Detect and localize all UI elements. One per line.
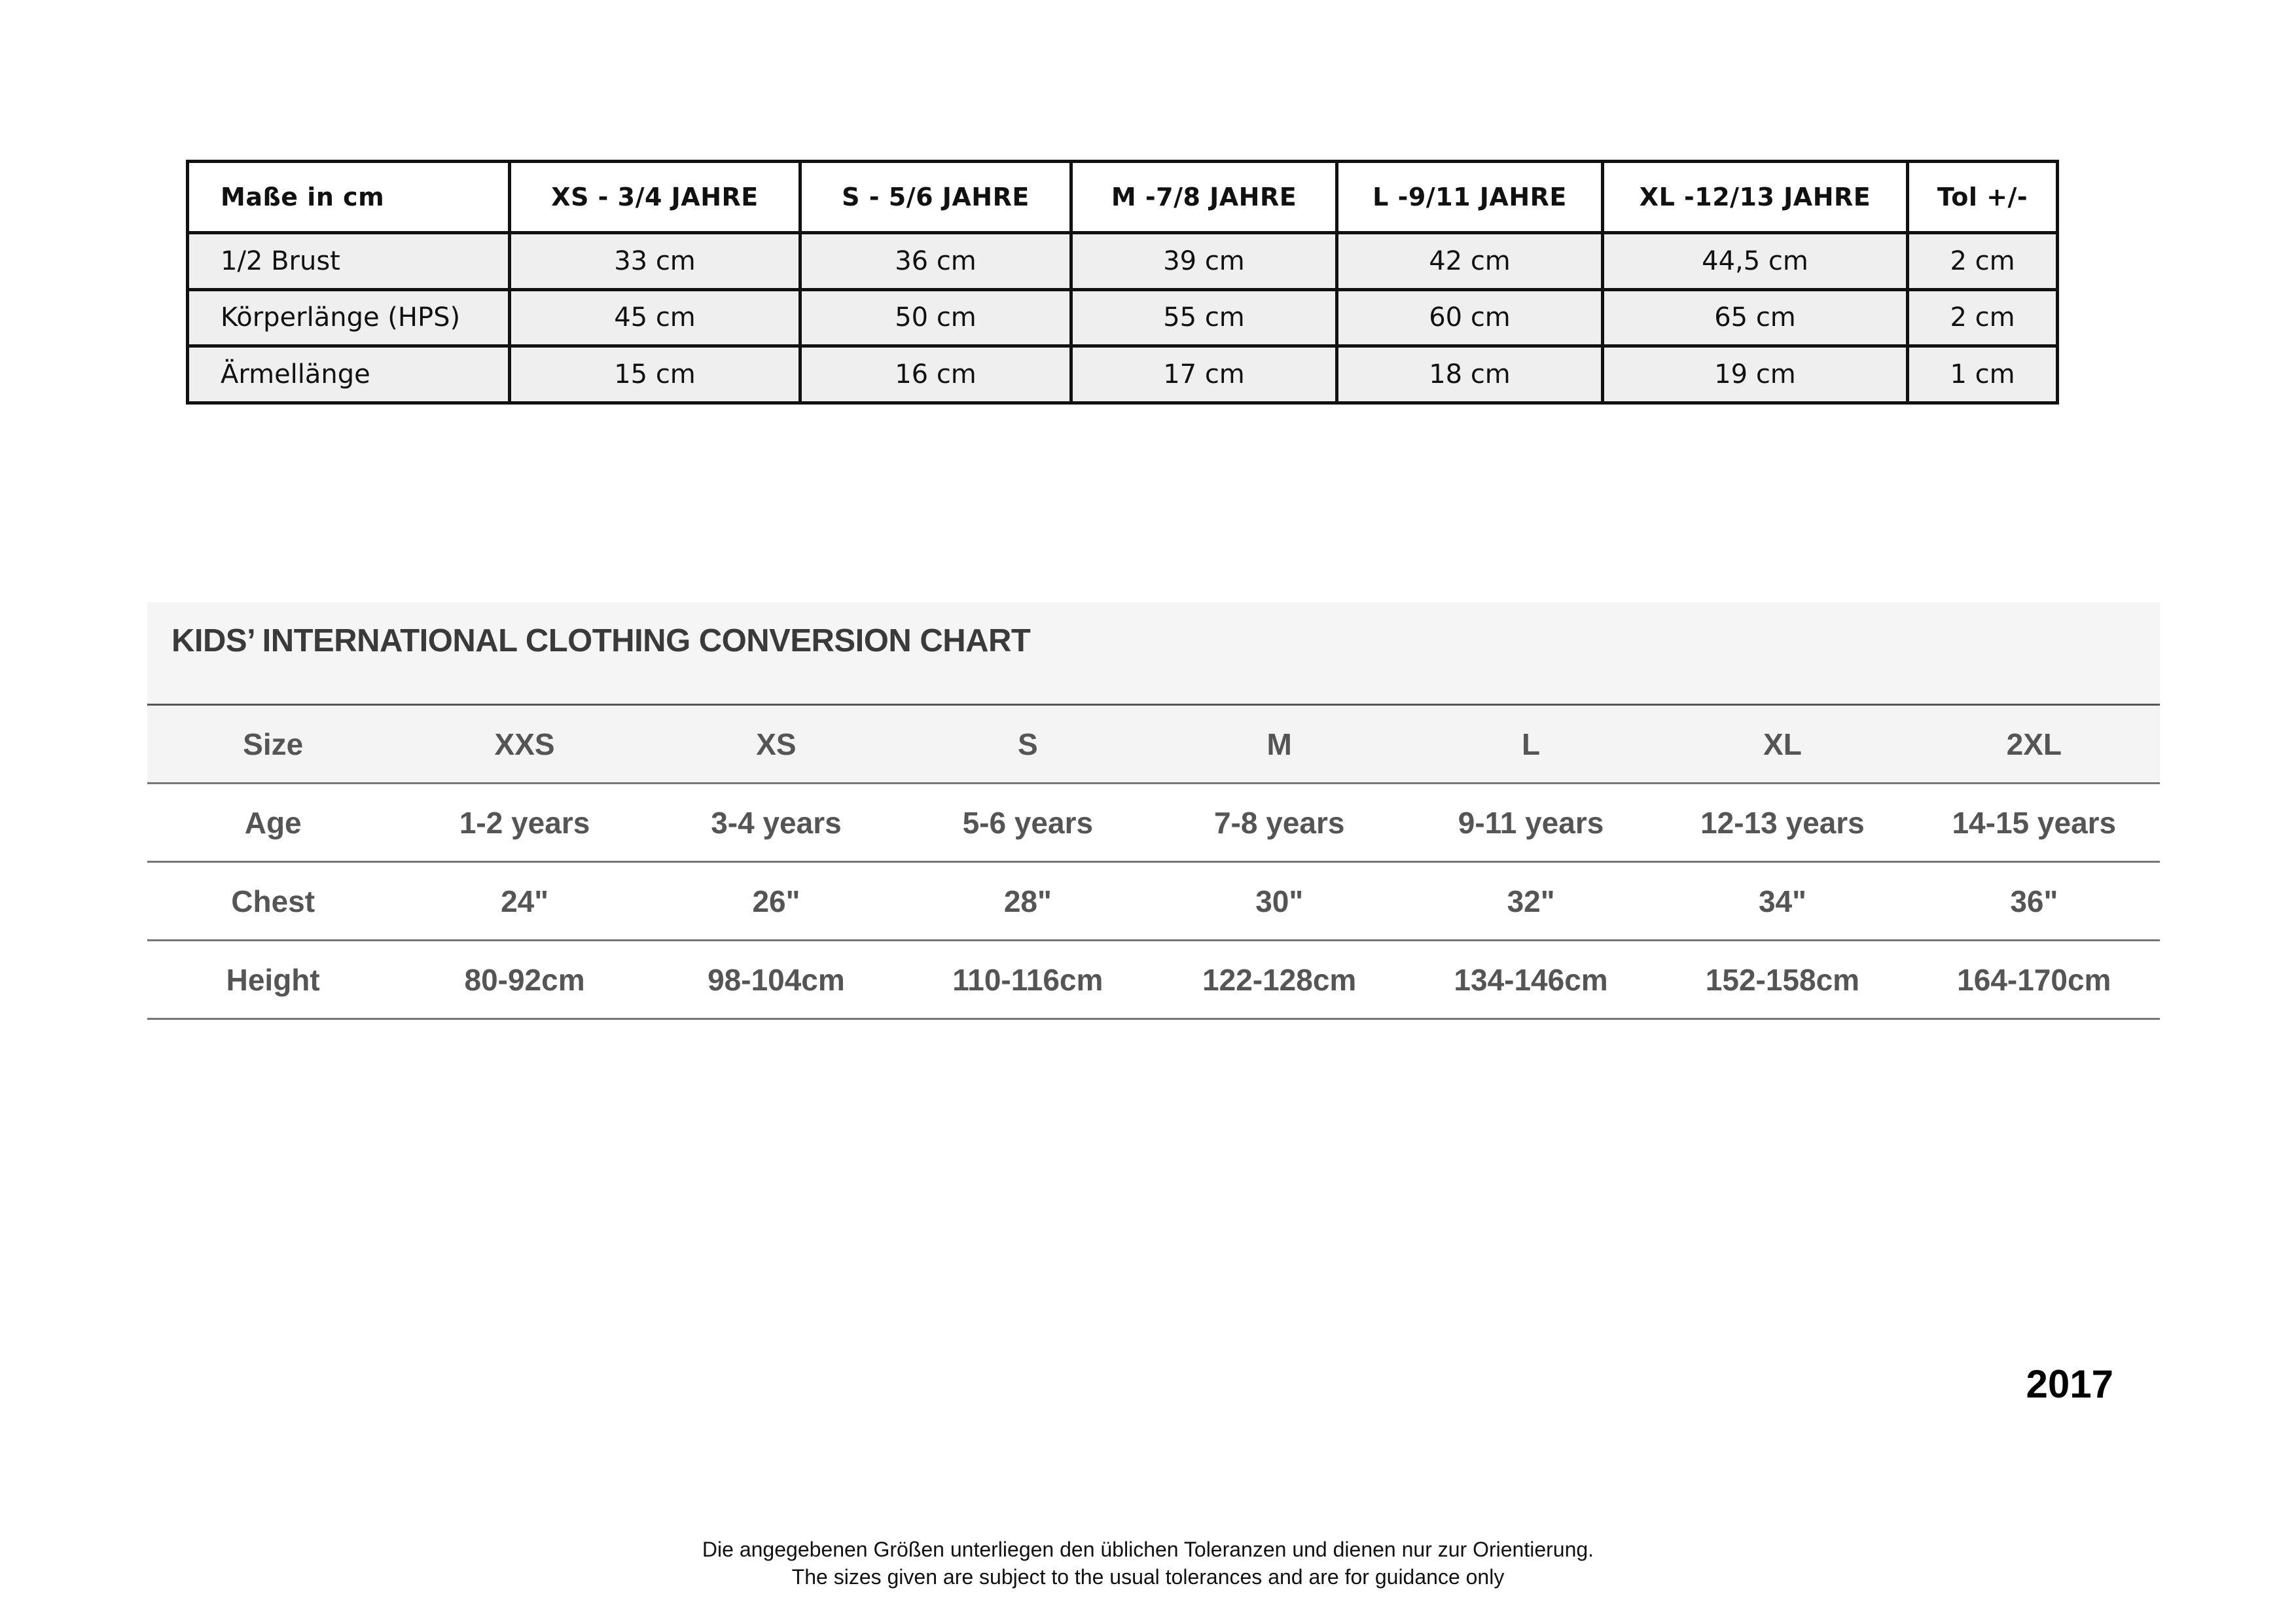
row-label-size: Size (147, 705, 399, 784)
table-cell: 19 cm (1603, 346, 1908, 403)
table-cell: 42 cm (1337, 233, 1603, 290)
footer-disclaimer (0, 1536, 2296, 1591)
table-cell: 24" (399, 862, 650, 941)
table-cell: 122-128cm (1154, 941, 1405, 1019)
table-cell: XXS (399, 705, 650, 784)
row-label-age: Age (147, 784, 399, 862)
table-cell: 44,5 cm (1603, 233, 1908, 290)
header-cell-tolerance: Tol +/- (1908, 162, 2058, 233)
row-label-chest: Chest (147, 862, 399, 941)
table-cell: 1 cm (1908, 346, 2058, 403)
row-label-chest: 1/2 Brust (188, 233, 510, 290)
row-label-sleeve-length: Ärmellänge (188, 346, 510, 403)
header-cell-s: S - 5/6 JAHRE (800, 162, 1071, 233)
table-cell: M (1154, 705, 1405, 784)
table-cell: 36 cm (800, 233, 1071, 290)
table-cell: 39 cm (1071, 233, 1337, 290)
row-label-body-length: Körperlänge (HPS) (188, 289, 510, 346)
table-row (188, 289, 2058, 346)
chart-title-band (147, 602, 2160, 704)
table-cell: 60 cm (1337, 289, 1603, 346)
table-cell: XL (1657, 705, 1908, 784)
conversion-table (147, 704, 2160, 1020)
row-label-height: Height (147, 941, 399, 1019)
size-measurement-table (186, 160, 2059, 405)
header-cell-xl: XL -12/13 JAHRE (1603, 162, 1908, 233)
table-cell: 16 cm (800, 346, 1071, 403)
table-cell: 55 cm (1071, 289, 1337, 346)
table-cell: 30" (1154, 862, 1405, 941)
table-cell: 32" (1405, 862, 1657, 941)
table-cell: L (1405, 705, 1657, 784)
table-cell: 3-4 years (651, 784, 902, 862)
year-label: 2017 (2026, 1362, 2113, 1406)
size-table-header-row (188, 162, 2058, 233)
table-cell: 28" (902, 862, 1153, 941)
table-cell: 1-2 years (399, 784, 650, 862)
header-cell-xs: XS - 3/4 JAHRE (510, 162, 800, 233)
table-cell: XS (651, 705, 902, 784)
table-row-age (147, 784, 2160, 862)
table-row-height (147, 941, 2160, 1019)
table-cell: 5-6 years (902, 784, 1153, 862)
table-cell: 50 cm (800, 289, 1071, 346)
table-cell: S (902, 705, 1153, 784)
table-row (188, 233, 2058, 290)
table-cell: 2 cm (1908, 233, 2058, 290)
table-cell: 2 cm (1908, 289, 2058, 346)
table-cell: 17 cm (1071, 346, 1337, 403)
table-cell: 33 cm (510, 233, 800, 290)
footer-line-english: The sizes given are subject to the usual tolerances and are for guidance only (791, 1565, 1505, 1589)
table-cell: 98-104cm (651, 941, 902, 1019)
table-cell: 65 cm (1603, 289, 1908, 346)
table-cell: 7-8 years (1154, 784, 1405, 862)
table-cell: 12-13 years (1657, 784, 1908, 862)
header-cell-measure: Maße in cm (188, 162, 510, 233)
table-cell: 164-170cm (1909, 941, 2160, 1019)
table-cell: 134-146cm (1405, 941, 1657, 1019)
table-cell: 18 cm (1337, 346, 1603, 403)
table-cell: 14-15 years (1909, 784, 2160, 862)
table-cell: 45 cm (510, 289, 800, 346)
table-cell: 80-92cm (399, 941, 650, 1019)
table-row-size (147, 705, 2160, 784)
table-cell: 36" (1909, 862, 2160, 941)
table-cell: 9-11 years (1405, 784, 1657, 862)
table-cell: 152-158cm (1657, 941, 1908, 1019)
kids-conversion-chart (147, 602, 2160, 1020)
table-row-chest (147, 862, 2160, 941)
header-cell-m: M -7/8 JAHRE (1071, 162, 1337, 233)
table-cell: 34" (1657, 862, 1908, 941)
table-cell: 15 cm (510, 346, 800, 403)
chart-title: KIDS’ INTERNATIONAL CLOTHING CONVERSION CHART (171, 623, 1031, 659)
table-cell: 110-116cm (902, 941, 1153, 1019)
table-cell: 26" (651, 862, 902, 941)
header-cell-l: L -9/11 JAHRE (1337, 162, 1603, 233)
table-row (188, 346, 2058, 403)
footer-line-german: Die angegebenen Größen unterliegen den üblichen Toleranzen und dienen nur zur Orientierung. (702, 1538, 1594, 1561)
table-cell: 2XL (1909, 705, 2160, 784)
